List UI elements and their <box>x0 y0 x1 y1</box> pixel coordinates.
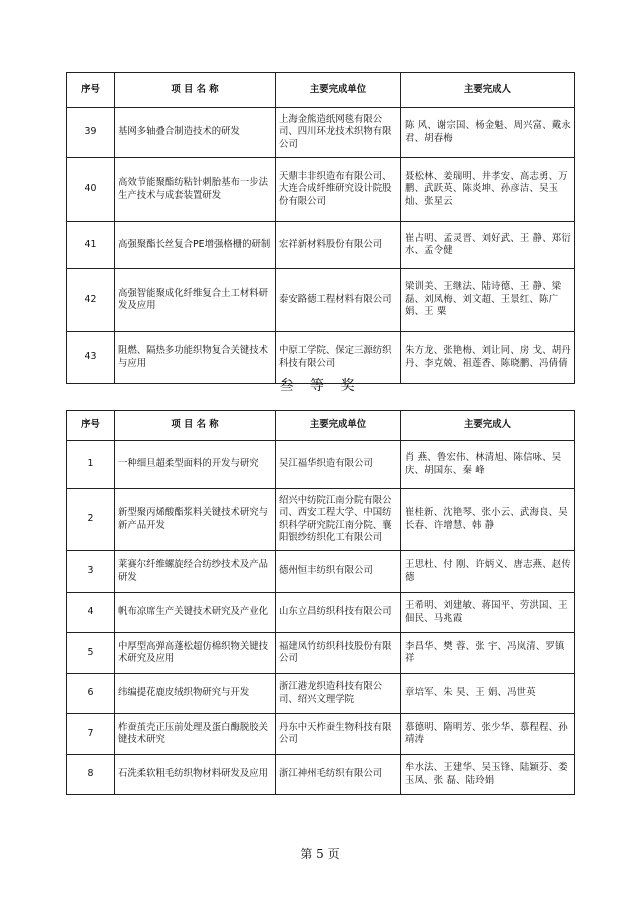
row-unit: 山东立昌纺织科技有限公司 <box>276 593 401 633</box>
row-unit: 上海金熊造纸网毯有限公司、四川环龙技术织物有限公司 <box>276 108 401 158</box>
header-project-name: 项 目 名 称 <box>115 411 276 441</box>
row-seq: 6 <box>67 674 115 714</box>
row-unit: 浙江神州毛纺织有限公司 <box>276 755 401 795</box>
row-unit: 泰安路德工程材料有限公司 <box>276 269 401 332</box>
row-people: 朱方龙、张艳梅、刘让同、房 戈、胡丹丹、李克兢、祖莲香、陈晓鹏、冯倩倩 <box>401 332 575 384</box>
row-project-name: 阻燃、隔热多功能织物复合关键技术与应用 <box>115 332 276 384</box>
table-row <box>67 593 575 633</box>
table-row <box>67 441 575 489</box>
row-people: 王思杜、付 刚、许炳义、唐志燕、赵传德 <box>401 551 575 593</box>
row-people: 崔占明、孟灵晋、刘好武、王 静、郑衍水、孟令健 <box>401 222 575 269</box>
row-seq: 7 <box>67 714 115 755</box>
row-seq: 8 <box>67 755 115 795</box>
row-unit: 中原工学院、保定三源纺织科技有限公司 <box>276 332 401 384</box>
row-people: 陈 风、谢宗国、杨金魁、周兴富、戴永君、胡春梅 <box>401 108 575 158</box>
row-project-name: 基网多轴叠合制造技术的研发 <box>115 108 276 158</box>
table-row <box>67 551 575 593</box>
row-people: 慕德明、隋明芳、张少华、慕程程、孙靖涛 <box>401 714 575 755</box>
header-seq: 序号 <box>67 73 115 108</box>
row-project-name: 高强聚酯长丝复合PE增强格栅的研制 <box>115 222 276 269</box>
row-unit: 宏祥新材料股份有限公司 <box>276 222 401 269</box>
row-seq: 40 <box>67 158 115 222</box>
row-seq: 41 <box>67 222 115 269</box>
row-people: 聂松林、姜瑞明、井孝安、高志勇、万 鹏、武跃英、陈炎坤、孙彦洁、吴玉灿、张星云 <box>401 158 575 222</box>
row-unit: 绍兴中纺院江南分院有限公司、西安工程大学、中国纺织科学研究院江南分院、襄阳银纱纺织化工有限公司 <box>276 489 401 551</box>
table-row <box>67 755 575 795</box>
row-people: 牟水法、王建华、吴玉锋、陆颖芬、娄玉凤、张 磊、陆玲娟 <box>401 755 575 795</box>
row-seq: 2 <box>67 489 115 551</box>
row-people: 章培军、朱 昊、王 娟、冯世英 <box>401 674 575 714</box>
header-unit: 主要完成单位 <box>276 73 401 108</box>
row-project-name: 莱赛尔纤维螺旋经合纺纱技术及产品研发 <box>115 551 276 593</box>
row-project-name: 新型聚丙烯酸酯浆料关键技术研究与新产品开发 <box>115 489 276 551</box>
row-project-name: 帆布凉席生产关键技术研究及产业化 <box>115 593 276 633</box>
row-unit: 德州恒丰纺织有限公司 <box>276 551 401 593</box>
row-seq: 4 <box>67 593 115 633</box>
table-row <box>67 674 575 714</box>
row-seq: 5 <box>67 633 115 674</box>
row-project-name: 柞蚕茧壳正压前处理及蛋白酶脱胶关键技术研究 <box>115 714 276 755</box>
row-seq: 43 <box>67 332 115 384</box>
row-project-name: 高强智能聚成化纤维复合土工材料研发及应用 <box>115 269 276 332</box>
row-unit: 浙江港龙织造科技有限公司、绍兴文理学院 <box>276 674 401 714</box>
row-project-name: 中厚型高弹高蓬松超仿棉织物关键技术研究及应用 <box>115 633 276 674</box>
header-seq: 序号 <box>67 411 115 441</box>
header-unit: 主要完成单位 <box>276 411 401 441</box>
table-row <box>67 222 575 269</box>
row-project-name: 高效节能聚酯纺粘针刺胎基布一步法生产技术与成套装置研发 <box>115 158 276 222</box>
row-unit: 吴江福华织造有限公司 <box>276 441 401 489</box>
header-people: 主要完成人 <box>401 73 575 108</box>
row-seq: 1 <box>67 441 115 489</box>
row-seq: 3 <box>67 551 115 593</box>
row-people: 李昌华、樊 蓉、张 宇、冯岚清、罗镇祥 <box>401 633 575 674</box>
header-project-name: 项 目 名 称 <box>115 73 276 108</box>
row-people: 王希明、刘建敏、蒋国平、劳洪国、王佃民、马兆霞 <box>401 593 575 633</box>
row-project-name: 纬编提花鹿皮绒织物研究与开发 <box>115 674 276 714</box>
row-people: 梁训美、王继法、陆诗德、王 静、梁 磊、刘凤梅、刘文超、王景红、陈广娟、王 粟 <box>401 269 575 332</box>
page-number: 第 5 页 <box>300 847 340 861</box>
award-table-second-class-continued <box>66 72 575 384</box>
section-title-third-prize: 叁 等 奖 <box>279 378 361 394</box>
table-row <box>67 269 575 332</box>
row-unit: 丹东中天柞蚕生物科技有限公司 <box>276 714 401 755</box>
row-people: 肖 燕、鲁宏伟、林清旭、陈信咏、吴 庆、胡国东、秦 峰 <box>401 441 575 489</box>
row-project-name: 石洗柔软粗毛纺织物材料研发及应用 <box>115 755 276 795</box>
table-row <box>67 714 575 755</box>
row-project-name: 一种细旦超柔型面料的开发与研究 <box>115 441 276 489</box>
row-unit: 天鼎丰非织造布有限公司、大连合成纤维研究设计院股份有限公司 <box>276 158 401 222</box>
award-table-third-class <box>66 410 575 795</box>
row-people: 崔桂新、沈艳琴、张小云、武海良、吴长春、许增慧、韩 静 <box>401 489 575 551</box>
table-row <box>67 158 575 222</box>
header-people: 主要完成人 <box>401 411 575 441</box>
table-row <box>67 489 575 551</box>
row-unit: 福建凤竹纺织科技股份有限公司 <box>276 633 401 674</box>
table-header-row <box>67 73 575 108</box>
row-seq: 42 <box>67 269 115 332</box>
table-row <box>67 633 575 674</box>
table-header-row <box>67 411 575 441</box>
table-row <box>67 108 575 158</box>
row-seq: 39 <box>67 108 115 158</box>
